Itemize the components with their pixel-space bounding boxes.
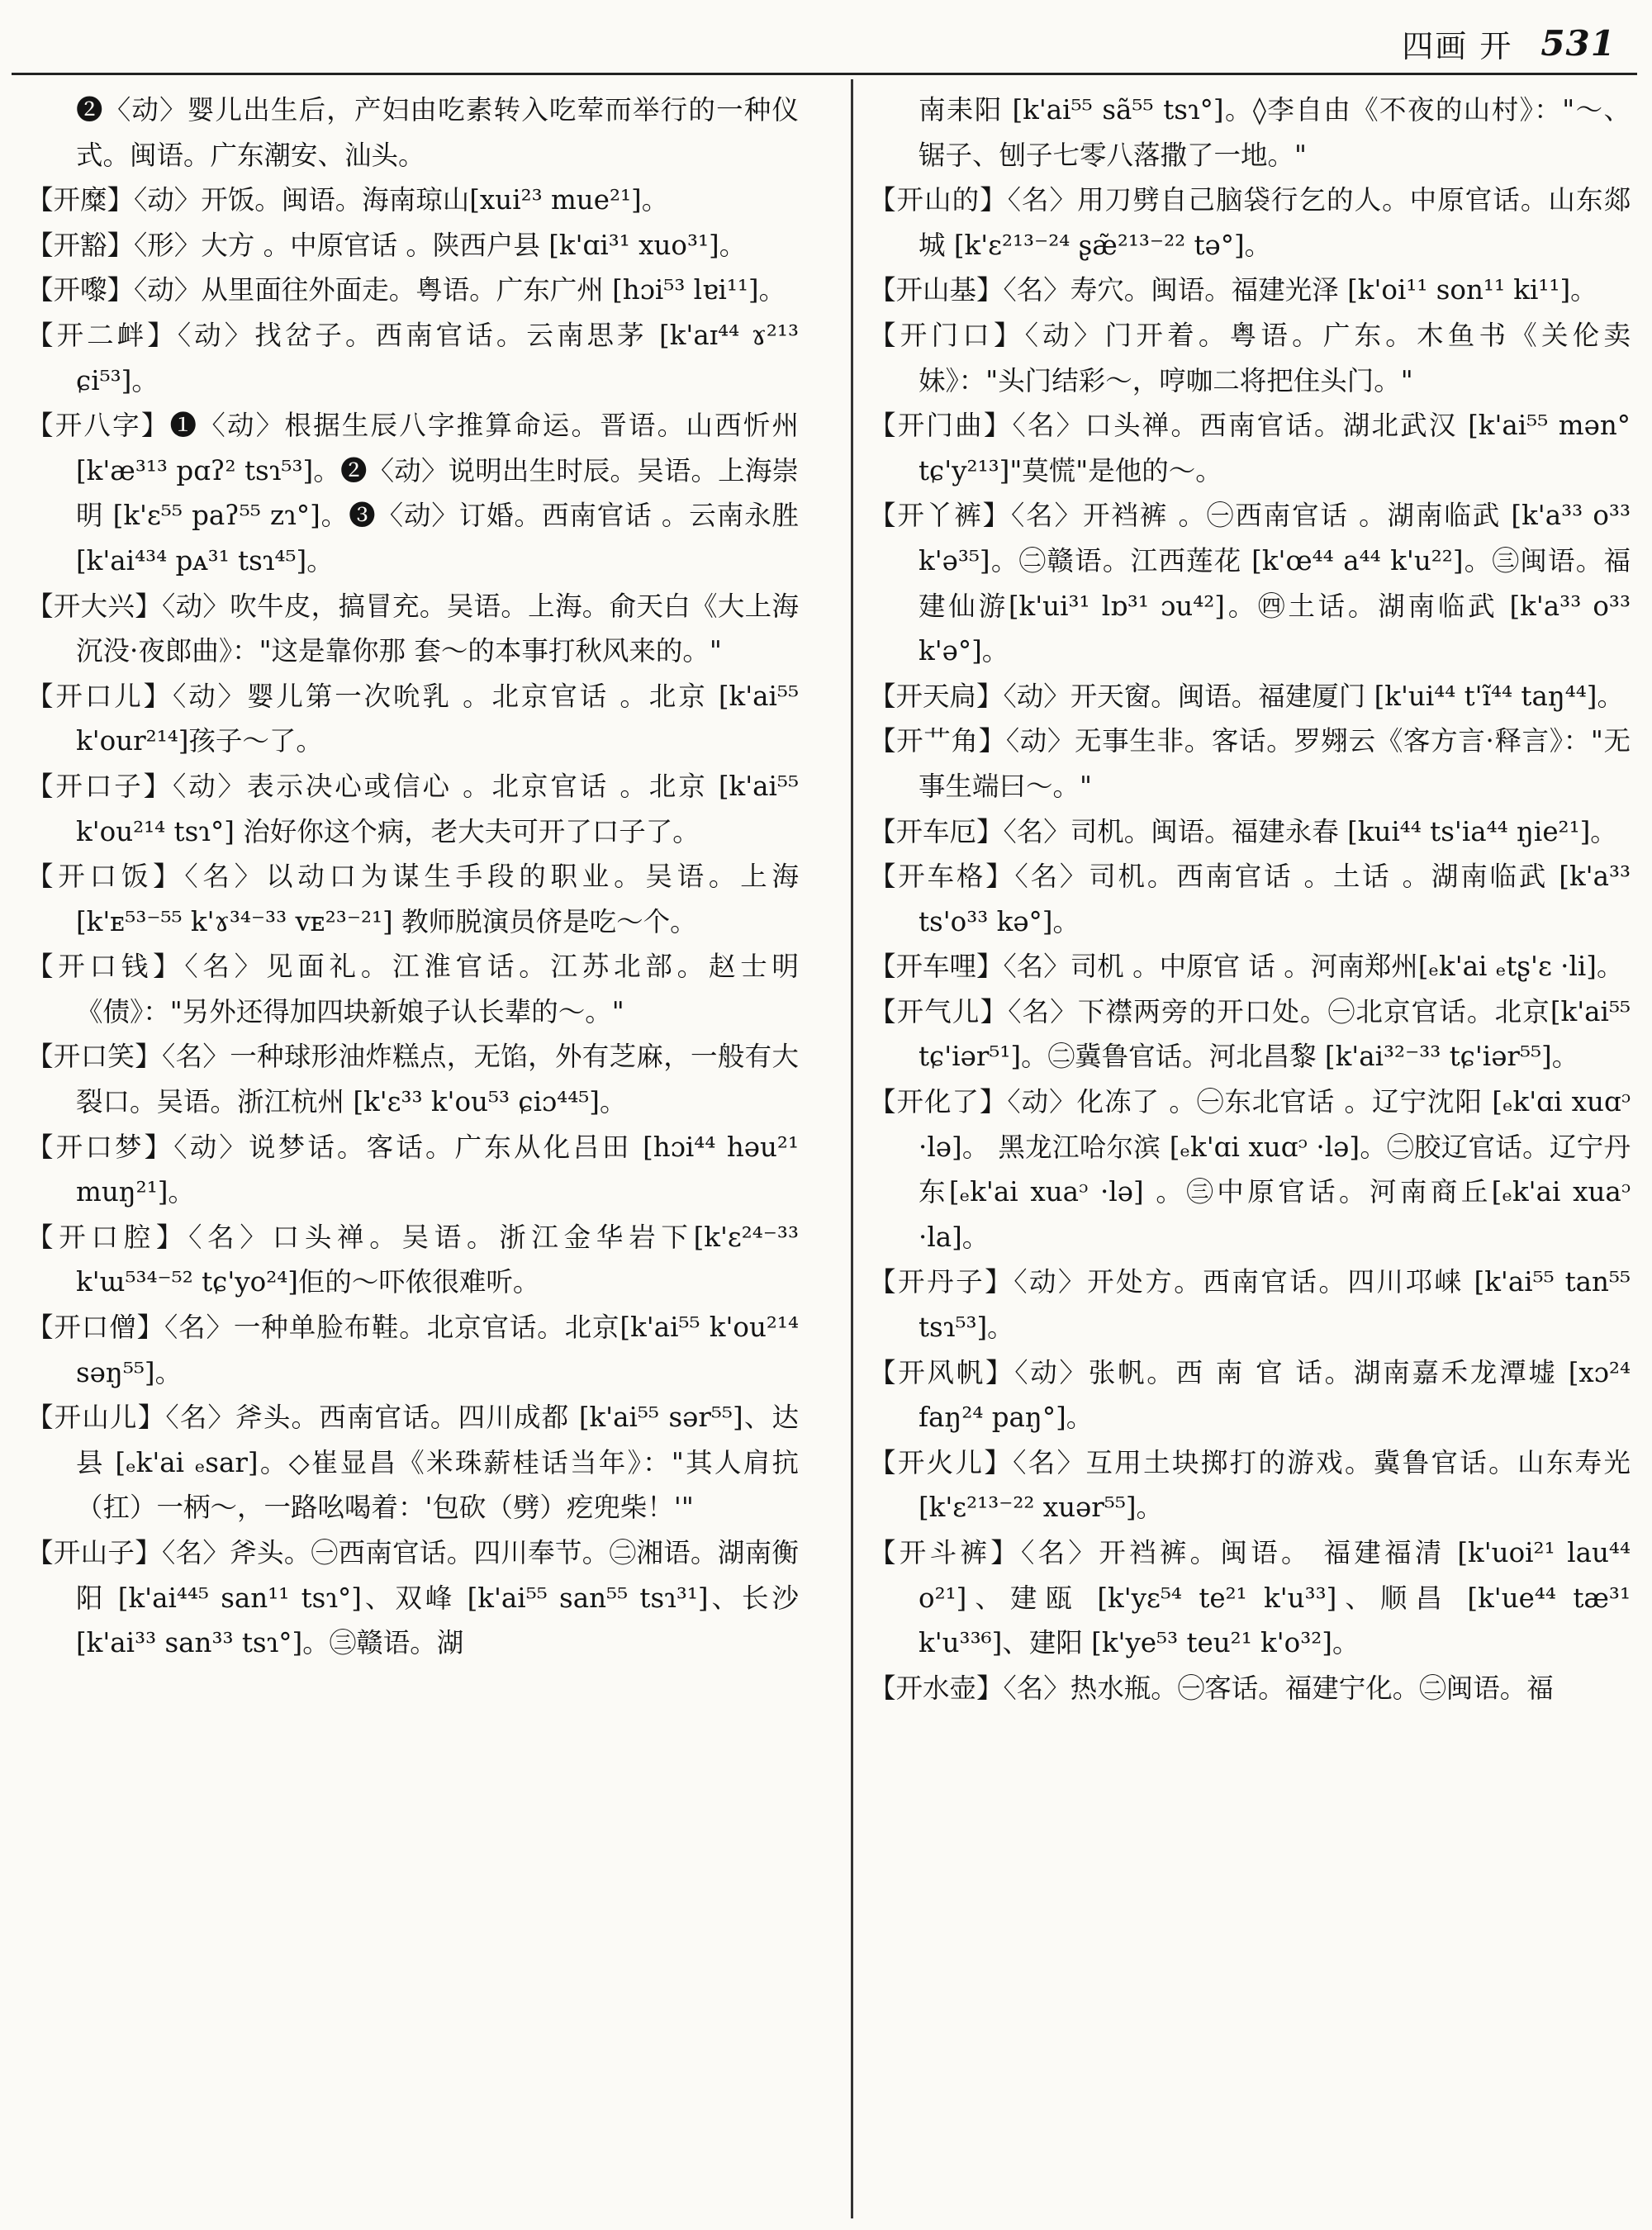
- entry: 【开大兴】〈动〉吹牛皮，搞冒充。吴语。上海。俞天白《大上海沉没·夜郎曲》："这是靠你那 套～的本事打秋风来的。": [26, 590, 799, 667]
- entry: 南耒阳 [k'ai⁵⁵ sã⁵⁵ tsɿ°]。◊李自由《不夜的山村》："～、锯子、刨子七零八落撒了一地。": [919, 94, 1631, 171]
- entry: 【开八字】❶〈动〉根据生辰八字推算命运。晋语。山西忻州 [k'æ³¹³ pɑʔ² tsɿ⁵³]。❷〈动〉说明出生时辰。吴语。上海崇明 [k'ɛ⁵⁵ paʔ⁵⁵ zɿ°]。❸〈动〉订婚。西南官话 。云南永胜 [k'ai⁴³⁴ pᴀ³¹ tsɿ⁴⁵]。: [26, 410, 799, 576]
- entry: 【开口腔】〈名〉口头禅。吴语。浙江金华岩下[k'ɛ²⁴⁻³³ k'ɯ⁵³⁴⁻⁵² tɕ'yo²⁴]佢的～吓侬很难听。: [26, 1221, 799, 1298]
- entry: 【开门口】〈动〉门开着。粤语。广东。木鱼书《关伦卖妹》："头门结彩～，哼咖二将把住头门。": [869, 319, 1631, 396]
- entry: 【开糜】〈动〉开饭。闽语。海南琼山[xui²³ mue²¹]。: [26, 184, 669, 216]
- entry: 【开车哩】〈名〉司机 。中原官 话 。河南郑州[ₑk'ai ₑtʂ'ɛ ·li]。: [869, 951, 1624, 983]
- entry: 【开山子】〈名〉斧头。㊀西南官话。四川奉节。㊁湘语。湖南衡阳 [k'ai⁴⁴⁵ san¹¹ tsɿ°]、双峰 [k'ai⁵⁵ san⁵⁵ tsɿ³¹]、长沙 [k'ai³³ san³³ tsɿ°]。㊂赣语。湖: [26, 1537, 799, 1659]
- entry: 【开丹子】〈动〉开处方。西南官话。四川邛崃 [k'ai⁵⁵ tan⁵⁵ tsɿ⁵³]。: [869, 1266, 1631, 1344]
- entry: 【开口僧】〈名〉一种单脸布鞋。北京官话。北京[k'ai⁵⁵ k'ou²¹⁴ səŋ⁵⁵]。: [26, 1312, 799, 1388]
- entry: 【开风帆】〈动〉张帆。西 南 官 话。湖南嘉禾龙潭墟 [xɔ²⁴ faŋ²⁴ paŋ°]。: [869, 1356, 1631, 1434]
- entry: 【开车厄】〈名〉司机。闽语。福建永春 [kui⁴⁴ ts'ia⁴⁴ ŋie²¹]。: [869, 815, 1617, 847]
- entry: 【开口钱】〈名〉见面礼。江淮官话。江苏北部。赵士明《债》："另外还得加四块新娘子认长辈的～。": [26, 951, 799, 1027]
- entry: 【开口饭】〈名〉以动口为谋生手段的职业。吴语。上海 [k'ᴇ⁵³⁻⁵⁵ k'ɤ³⁴⁻³³ vᴇ²³⁻²¹] 教师脱演员侪是吃～个。: [26, 861, 799, 937]
- column-divider: [851, 79, 853, 2218]
- entry: 【开水壶】〈名〉热水瓶。㊀客话。福建宁化。㊁闽语。福: [869, 1672, 1554, 1704]
- entry: ❷〈动〉婴儿出生后，产妇由吃素转入吃荤而举行的一种仪式。闽语。广东潮安、汕头。: [76, 94, 799, 171]
- entry: 【开化了】〈动〉化冻了 。㊀东北官话 。辽宁沈阳 [ₑk'ɑi xuɑᵓ ·lə]。 黑龙江哈尔滨 [ₑk'ɑi xuɑᵓ ·lə]。㊁胶辽官话。辽宁丹东[ₑk'ai xuaᵓ ·lə] 。㊂中原官话。河南商丘[ₑk'ai xuaᵓ ·la]。: [869, 1086, 1631, 1253]
- entry: 【开天扃】〈动〉开天窗。闽语。福建厦门 [k'ui⁴⁴ t'ĩ⁴⁴ taŋ⁴⁴]。: [869, 680, 1624, 712]
- right-column: [869, 88, 1631, 1710]
- entry: 【开气儿】〈名〉下襟两旁的开口处。㊀北京官话。北京[k'ai⁵⁵ tɕ'iər⁵¹]。㊁冀鲁官话。河北昌黎 [k'ai³²⁻³³ tɕ'iər⁵⁵]。: [869, 995, 1631, 1073]
- entry: 【开口子】〈动〉表示决心或信心 。北京官话 。北京 [k'ai⁵⁵ k'ou²¹⁴ tsɿ°] 治好你这个病，老大夫可开了口子了。: [26, 770, 799, 847]
- entry: 【开山基】〈名〉寿穴。闽语。福建光泽 [k'oi¹¹ son¹¹ ki¹¹]。: [869, 274, 1597, 306]
- entry: 【开山儿】〈名〉斧头。西南官话。四川成都 [k'ai⁵⁵ sər⁵⁵]、达县 [ₑk'ai ₑsar]。◇崔显昌《米珠薪桂话当年》："其人肩抗（扛）一柄～，一路吆喝着：'包砍（劈）疙兜柴！'": [26, 1402, 799, 1524]
- entry: 【开嚟】〈动〉从里面往外面走。粤语。广东广州 [hɔi⁵³ lɐi¹¹]。: [26, 274, 786, 306]
- page-number: 531: [1540, 22, 1616, 64]
- entry: 【开口儿】〈动〉婴儿第一次吮乳 。北京官话 。北京 [k'ai⁵⁵ k'our²¹⁴]孩子～了。: [26, 680, 799, 757]
- entry: 【开火儿】〈名〉互用土块掷打的游戏。冀鲁官话。山东寿光 [k'ɛ²¹³⁻²² xuər⁵⁵]。: [869, 1446, 1631, 1524]
- header-section: 四画 开: [1402, 27, 1513, 64]
- entry: 【开口笑】〈名〉一种球形油炸糕点，无馅，外有芝麻，一般有大裂口。吴语。浙江杭州 [k'ɛ³³ k'ou⁵³ ɕiɔ⁴⁴⁵]。: [26, 1041, 799, 1118]
- entry: 【开斗裤】〈名〉开裆裤。闽语。 福建福清 [k'uoi²¹ lau⁴⁴ o²¹]、建瓯 [k'yɛ⁵⁴ te²¹ k'u³³]、顺昌 [k'ue⁴⁴ tæ³¹ k'u³³⁶]、建阳 [k'ye⁵³ teu²¹ k'o³²]。: [869, 1537, 1631, 1659]
- entry: 【开艹角】〈动〉无事生非。客话。罗翙云《客方言·释言》："无事生端曰～。": [869, 725, 1631, 802]
- entry: 【开山的】〈名〉用刀劈自己脑袋行乞的人。中原官话。山东郯城 [k'ɛ²¹³⁻²⁴ ʂæ̃²¹³⁻²² tə°]。: [869, 184, 1631, 261]
- entry: 【开豁】〈形〉大方 。中原官话 。陕西户县 [k'ɑi³¹ xuo³¹]。: [26, 229, 747, 261]
- entry: 【开二衅】〈动〉找岔子。西南官话。云南思茅 [k'aɪ⁴⁴ ɤ²¹³ ɕi⁵³]。: [26, 319, 799, 396]
- entry: 【开门曲】〈名〉口头禅。西南官话。湖北武汉 [k'ai⁵⁵ mən° tɕ'y²¹³]"莫慌"是他的～。: [869, 410, 1631, 486]
- entry: 【开丫裤】〈名〉开裆裤 。㊀西南官话 。湖南临武 [k'a³³ o³³ k'ə³⁵]。㊁赣语。江西莲花 [k'œ⁴⁴ a⁴⁴ k'u²²]。㊂闽语。福建仙游[k'ui³¹ lɒ³¹ ɔu⁴²]。㊃土话。湖南临武 [k'a³³ o³³ k'ə°]。: [869, 500, 1631, 667]
- entry: 【开车格】〈名〉司机。西南官话 。土话 。湖南临武 [k'a³³ ts'o³³ kə°]。: [869, 861, 1631, 937]
- left-column: [26, 88, 799, 1666]
- header-rule: [12, 73, 1637, 75]
- page-header: [1402, 18, 1616, 68]
- entry: 【开口梦】〈动〉说梦话。客话。广东从化吕田 [hɔi⁴⁴ həu²¹ muŋ²¹]。: [26, 1131, 799, 1208]
